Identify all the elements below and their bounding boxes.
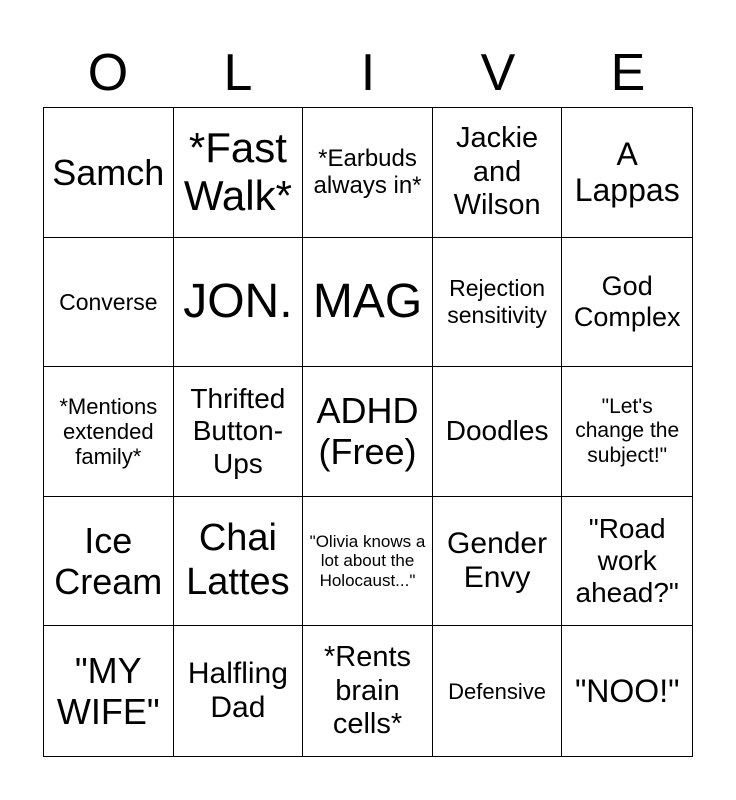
bingo-cell-text: *Rents brain cells* — [323, 641, 412, 740]
bingo-cell[interactable] — [44, 367, 174, 497]
bingo-cell-text: MAG — [312, 275, 423, 329]
bingo-cell-text: Ice Cream — [54, 519, 163, 603]
bingo-cell[interactable] — [433, 367, 563, 497]
bingo-cell-text: *Earbuds always in* — [313, 144, 422, 200]
bingo-cell[interactable] — [303, 497, 433, 627]
bingo-header — [43, 40, 693, 106]
bingo-cell-text: *Fast Walk* — [183, 124, 292, 220]
bingo-cell-text: Chai Lattes — [186, 517, 290, 604]
bingo-cell-text: Jackie and Wilson — [453, 122, 541, 221]
bingo-cell-text: Gender Envy — [447, 526, 548, 595]
bingo-cell-text: Samch — [52, 151, 165, 193]
bingo-cell-text: Rejection sensitivity — [447, 275, 547, 328]
bingo-cell[interactable] — [433, 497, 563, 627]
bingo-cell[interactable] — [44, 626, 174, 756]
bingo-cell-text: JON. — [183, 275, 293, 329]
bingo-cell-text: A Lappas — [574, 135, 680, 209]
bingo-cell[interactable] — [44, 238, 174, 368]
header-letter-e: E — [610, 44, 646, 102]
bingo-cell-text: Converse — [59, 288, 158, 315]
bingo-cell[interactable] — [562, 497, 692, 627]
bingo-cell-text: Halfling Dad — [187, 656, 288, 725]
bingo-cell-text: "MY WIFE" — [56, 649, 160, 733]
bingo-cell-text: Doodles — [445, 415, 549, 447]
bingo-cell[interactable] — [303, 367, 433, 497]
bingo-board — [43, 107, 693, 757]
header-letter-l: L — [223, 44, 253, 102]
bingo-cell[interactable] — [562, 108, 692, 238]
bingo-cell[interactable] — [44, 108, 174, 238]
bingo-cell-text: Thrifted Button-Ups — [190, 383, 286, 479]
bingo-cell[interactable] — [174, 626, 304, 756]
bingo-cell[interactable] — [433, 238, 563, 368]
bingo-cell-text: ADHD (Free) — [316, 390, 419, 473]
bingo-cell-text: *Mentions extended family* — [59, 393, 158, 470]
bingo-cell-text: "Olivia knows a lot about the Holocaust..." — [309, 531, 426, 590]
bingo-cell[interactable] — [174, 497, 304, 627]
bingo-cell[interactable] — [433, 626, 563, 756]
bingo-cell-text: Defensive — [448, 678, 547, 704]
bingo-cell-text: "Road work ahead?" — [575, 512, 679, 609]
bingo-cell[interactable] — [303, 626, 433, 756]
bingo-cell[interactable] — [303, 108, 433, 238]
bingo-cell-text: "Let's change the subject!" — [575, 395, 680, 467]
bingo-cell[interactable] — [562, 367, 692, 497]
bingo-cell-text: God Complex — [573, 270, 681, 332]
bingo-cell[interactable] — [174, 367, 304, 497]
bingo-cell[interactable] — [303, 238, 433, 368]
bingo-cell-text: "NOO!" — [574, 672, 680, 709]
header-letter-i: I — [360, 44, 376, 102]
bingo-cell[interactable] — [174, 108, 304, 238]
bingo-cell[interactable] — [174, 238, 304, 368]
bingo-cell[interactable] — [44, 497, 174, 627]
header-letter-v: V — [480, 44, 516, 102]
bingo-cell[interactable] — [562, 626, 692, 756]
bingo-cell[interactable] — [562, 238, 692, 368]
header-letter-o: O — [87, 44, 129, 102]
bingo-cell[interactable] — [433, 108, 563, 238]
